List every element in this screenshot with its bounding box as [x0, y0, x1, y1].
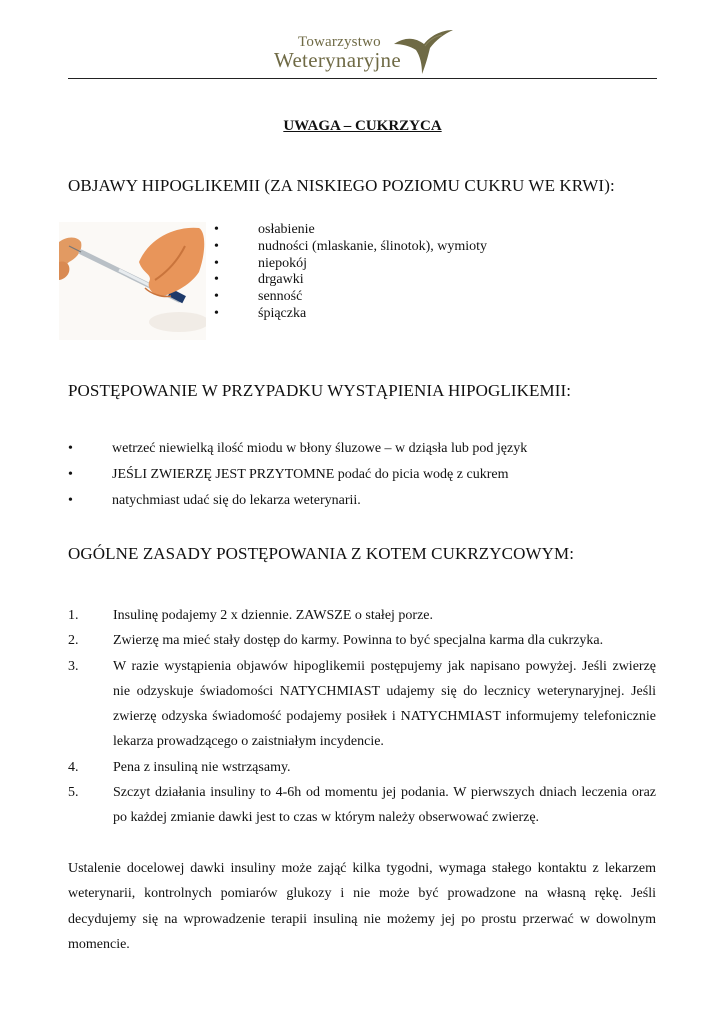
- item-number: 3.: [68, 658, 79, 674]
- list-item: [68, 755, 656, 780]
- bullet: •: [68, 493, 73, 508]
- bullet: •: [68, 441, 73, 456]
- procedure-list: [68, 440, 527, 518]
- item-number: 2.: [68, 633, 79, 649]
- symptoms-heading: OBJAWY HIPOGLIKEMII (ZA NISKIEGO POZIOMU CUKRU WE KRWI):: [68, 176, 615, 195]
- item-number: 1.: [68, 608, 79, 623]
- rule-text: W razie wystąpienia objawów hipoglikemii postępujemy jak napisano powyżej. Jeśli zwierzę nie odzyskuje świadomości NATYCHMIAST udajemy się do lecznicy weterynaryjnej. Jeśli zwierzę odzyska świadomość podajemy posiłek i NATYCHMIAST informujemy telefonicznie lekarza prowadzącego o zaistniałym incydencie.: [113, 658, 656, 750]
- symptom-text: drgawki: [258, 272, 304, 288]
- rule-text: Szczyt działania insuliny to 4-6h od momentu jej podania. W pierwszych dniach leczenia oraz po każdej zmianie dawki jest to czas w którym należy obserwować zwierzę.: [113, 785, 656, 826]
- list-item: [214, 289, 487, 306]
- closing-paragraph: Ustalenie docelowej dawki insuliny może zająć kilka tygodni, wymaga stałego kontaktu z lekarzem weterynarii, kontrolnych pomiarów glukozy i nie może być prowadzone na własną rękę. Jeśli decydujemy się na wprowadzenie terapii insuliną nie możemy jej po prostu przerwać w dowolnym momencie.: [68, 861, 656, 952]
- list-item: [68, 628, 656, 653]
- insulin-injection-photo: [59, 222, 206, 340]
- bullet: •: [214, 255, 219, 271]
- procedure-text: wetrzeć niewielką ilość miodu w błony śluzowe – w dziąsła lub pod język: [112, 441, 528, 456]
- procedure-text: JEŚLI ZWIERZĘ JEST PRZYTOMNE podać do picia wodę z cukrem: [112, 467, 509, 482]
- bullet: •: [68, 467, 73, 482]
- rule-text: Insulinę podajemy 2 x dziennie. ZAWSZE o stałej porze.: [113, 608, 434, 623]
- rules-list: [68, 603, 656, 831]
- symptoms-list: [214, 222, 487, 323]
- list-item: [214, 239, 487, 256]
- list-item: [68, 603, 656, 628]
- organization-logo: [274, 26, 454, 78]
- logo-text-line2: Weterynaryjne: [274, 48, 401, 72]
- symptom-text: nudności (mlaskanie, ślinotok), wymioty: [258, 238, 488, 254]
- list-item: [68, 654, 656, 755]
- header-divider: [68, 78, 657, 79]
- page-title: UWAGA – CUKRZYCA: [283, 118, 442, 134]
- procedure-heading: POSTĘPOWANIE W PRZYPADKU WYSTĄPIENIA HIPOGLIKEMII:: [68, 381, 572, 400]
- page-header: [0, 0, 725, 80]
- procedure-text: natychmiast udać się do lekarza weterynarii.: [112, 493, 361, 508]
- bullet: •: [214, 272, 219, 288]
- bird-logo-icon: [392, 26, 454, 76]
- symptom-text: śpiączka: [258, 305, 307, 321]
- rule-text: Zwierzę ma mieć stały dostęp do karmy. Powinna to być specjalna karma dla cukrzyka.: [113, 633, 604, 649]
- list-item: [214, 306, 487, 323]
- list-item: [214, 272, 487, 289]
- bullet: •: [214, 238, 219, 254]
- list-item: [68, 492, 527, 518]
- list-item: [214, 222, 487, 239]
- bullet: •: [214, 305, 219, 321]
- list-item: [214, 256, 487, 273]
- symptom-text: niepokój: [258, 255, 307, 271]
- logo-text-line1: Towarzystwo: [298, 34, 381, 50]
- rule-text: Pena z insuliną nie wstrząsamy.: [113, 759, 291, 775]
- bullet: •: [214, 222, 219, 237]
- list-item: [68, 780, 656, 831]
- rules-heading: OGÓLNE ZASADY POSTĘPOWANIA Z KOTEM CUKRZYCOWYM:: [68, 544, 575, 563]
- list-item: [68, 440, 527, 466]
- item-number: 5.: [68, 785, 79, 801]
- item-number: 4.: [68, 759, 79, 775]
- symptom-text: osłabienie: [258, 222, 315, 237]
- list-item: [68, 466, 527, 492]
- symptom-text: senność: [258, 289, 303, 305]
- bullet: •: [214, 289, 219, 305]
